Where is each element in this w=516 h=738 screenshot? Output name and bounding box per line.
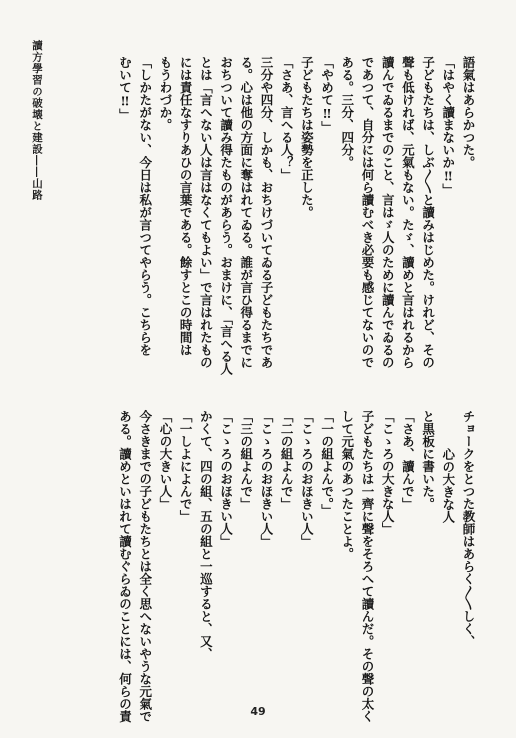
text-column: 「こゝろのおほきい人」 (299, 410, 315, 548)
text-column: おちついて讀み得たものがあらう。おまけに、「言へる人 (218, 56, 234, 375)
blackboard-phrase: 心の大きな人 (440, 448, 456, 523)
text-column: 「一しよによんで」 (178, 410, 194, 523)
text-column: 聲も低ければ、元氣もない。たゞ、讀めと言はれるから (400, 56, 416, 369)
text-column: チョークをとつた教師はあらく〳〵しく、 (461, 410, 476, 648)
text-column: 「さあ、言へる人？」 (279, 56, 295, 181)
text-column: 「心の大きい人」 (157, 410, 173, 510)
text-column: 語氣はあらかつた。 (461, 56, 476, 169)
text-column: であつて、自分には何ら讀むべき必要も感じてないので (359, 56, 375, 369)
text-column: 「こゝろのおほきい人」 (218, 410, 234, 548)
text-column: 「はやく讀まないか‼」 (440, 56, 456, 196)
text-column: 「やめて‼」 (319, 56, 335, 134)
upper-text-block (114, 56, 478, 382)
text-column: 「こゝろのおほきい人」 (258, 410, 274, 548)
text-column: 「こゝろの大きな人」 (380, 410, 396, 535)
text-column: 「しかたがない、今日は私が言つてやらう。こちらを (137, 56, 153, 356)
text-column: 子どもたちは一齊に聲をそろへて讀んだ。その聲の太く (359, 410, 375, 723)
text-column: 「さあ、讀んで」 (400, 410, 416, 510)
text-column: 讀んでゐるまでのこと、言はゞ人のために讀んでゐるの (380, 56, 396, 369)
text-column: 「一の組よんで。」 (319, 410, 335, 517)
running-head: 讀方學習の破壊と建設――山路 (31, 40, 43, 201)
text-column: 子どもたちは、しぶ〳〵と讀みはじめた。けれど、その (420, 56, 436, 369)
text-column: 子どもたちは姿勢を正した。 (299, 56, 315, 219)
text-column: 「三の組よんで」 (238, 410, 254, 510)
text-column: かくて、四の組、五の組と一巡すると、又、 (198, 410, 214, 660)
text-column: る。心は他の方面に奪はれてゐる。誰が言ひ得るまでに (238, 56, 254, 369)
text-column: 「二の組よんで」 (279, 410, 295, 510)
text-column: して元氣のあつたことよ。 (339, 410, 355, 560)
text-column: ある。讀めといはれて讀むぐらゐのことには、何らの責 (117, 410, 133, 723)
text-column: むいて‼」 (117, 56, 133, 121)
text-column: 今さきまでの子どもたちとは全く思へないやうな元氣で (137, 410, 153, 723)
text-column: ある。三分、四分。 (339, 56, 355, 169)
text-column: と黒板に書いた。 (420, 410, 436, 510)
page-number: 49 (250, 705, 266, 718)
text-column: には責任なすりあひの言葉である。餘すとこの時間は (178, 56, 194, 356)
text-column: もうわづか。 (157, 56, 173, 131)
text-column: 三分や四分、しかも、おちけづいてゐる子どもたちであ (258, 56, 274, 369)
text-column: とは「言へない人は言はなくてもよい」で言はれたもの (198, 56, 214, 369)
